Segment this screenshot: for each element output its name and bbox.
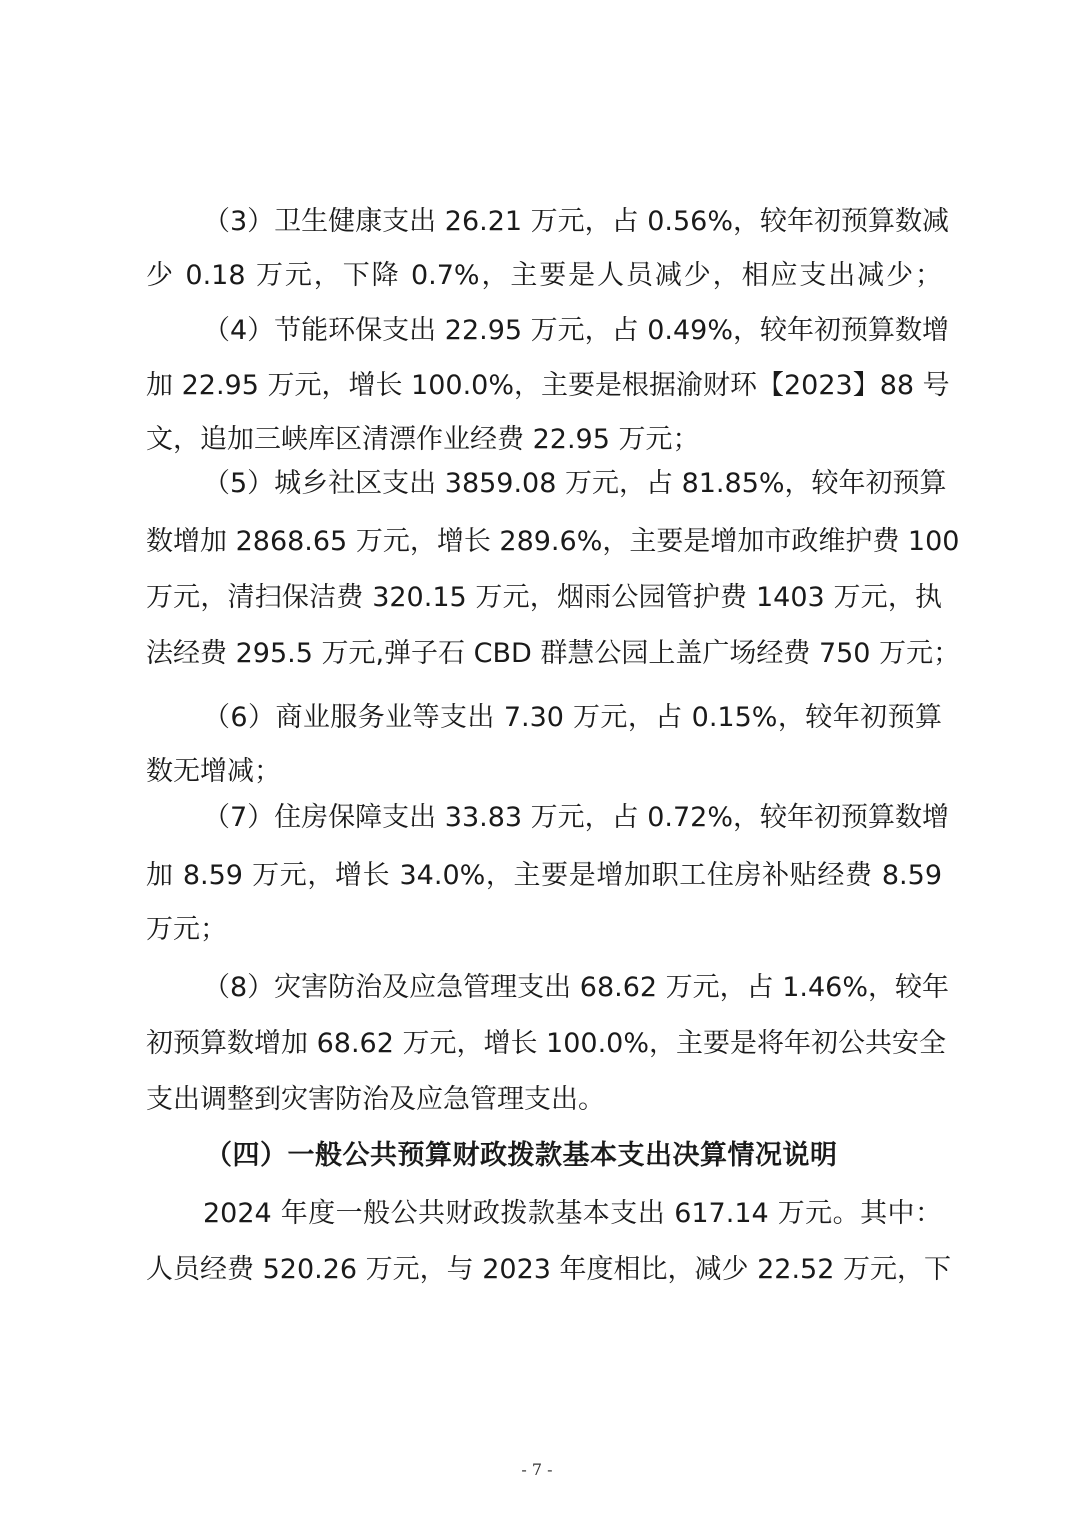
paragraph-line: （6）商业服务业等支出 7.30 万元，占 0.15%，较年初预算 [203,702,942,733]
paragraph-line: 少 0.18 万元，下降 0.7%，主要是人员减少，相应支出减少； [146,260,942,291]
paragraph-line: 万元； [146,914,227,945]
paragraph-line: 2024 年度一般公共财政拨款基本支出 617.14 万元。其中： [203,1198,942,1229]
paragraph-line: （5）城乡社区支出 3859.08 万元，占 81.85%，较年初预算 [203,468,947,499]
paragraph-line: （3）卫生健康支出 26.21 万元，占 0.56%，较年初预算数减 [203,206,949,237]
paragraph-line: 支出调整到灾害防治及应急管理支出。 [146,1084,605,1115]
paragraph-line: 加 22.95 万元，增长 100.0%，主要是根据渝财环【2023】88 号 [146,370,950,401]
paragraph-line: （4）节能环保支出 22.95 万元，占 0.49%，较年初预算数增 [203,315,949,346]
paragraph-line: 法经费 295.5 万元,弹子石 CBD 群慧公园上盖广场经费 750 万元； [146,638,961,669]
paragraph-line: 初预算数增加 68.62 万元，增长 100.0%，主要是将年初公共安全 [146,1028,946,1059]
paragraph-line: 文，追加三峡库区清漂作业经费 22.95 万元； [146,424,700,455]
paragraph-line: 数无增减； [146,756,281,787]
paragraph-line: 加 8.59 万元，增长 34.0%，主要是增加职工住房补贴经费 8.59 [146,860,942,891]
paragraph-line: （7）住房保障支出 33.83 万元，占 0.72%，较年初预算数增 [203,802,949,833]
paragraph-line: 万元，清扫保洁费 320.15 万元，烟雨公园管护费 1403 万元，执 [146,582,942,613]
section-heading: （四）一般公共预算财政拨款基本支出决算情况说明 [205,1140,838,1171]
paragraph-line: （8）灾害防治及应急管理支出 68.62 万元，占 1.46%，较年 [203,972,949,1003]
paragraph-line: 人员经费 520.26 万元，与 2023 年度相比，减少 22.52 万元，下 [146,1254,951,1285]
page-number: - 7 - [521,1460,553,1479]
paragraph-line: 数增加 2868.65 万元，增长 289.6%，主要是增加市政维护费 100 [146,526,960,557]
